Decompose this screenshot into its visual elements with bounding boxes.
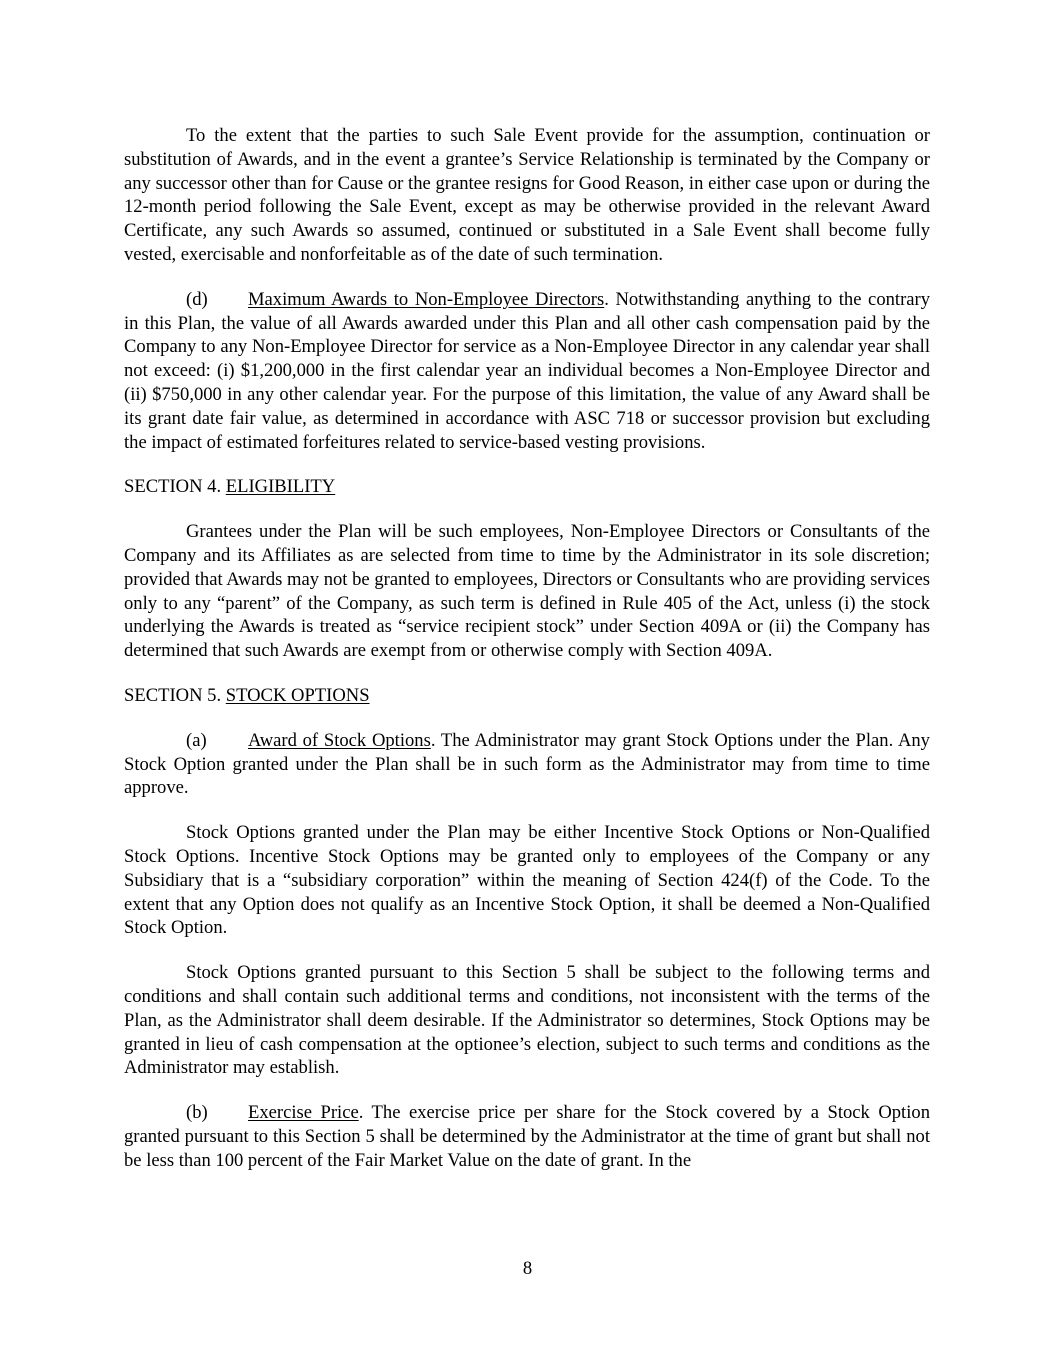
section-number: SECTION 4. (124, 476, 226, 498)
section-heading-eligibility (124, 475, 930, 499)
clause-body: . Notwithstanding anything to the contrary in this Plan, the value of all Awards awarded under this Plan and all other cash compensation paid by the Company to any Non-Employee Director for service as a Non-Employee Director in any calendar year shall not exceed: (i) $1,200,000 in the first calendar year an individual becomes a Non-Employee Director and (ii) $750,000 in any other calendar year. For the purpose of this limitation, the value of any Award shall be its grant date fair value, as determined in accordance with ASC 718 or successor provision but excluding the impact of estimated forfeitures related to service-based vesting provisions. (124, 288, 931, 453)
clause-title: Maximum Awards to Non-Employee Directors (248, 288, 605, 310)
paragraph-section-5b (124, 1101, 930, 1172)
clause-label: (d) (186, 288, 208, 310)
section-number: SECTION 5. (124, 684, 226, 706)
paragraph-sale-event-continuation: To the extent that the parties to such Sale Event provide for the assumption, continuation or substitution of Awards, and in the event a grantee’s Service Relationship is terminated by the Company or any successor other than for Cause or the grantee resigns for Good Reason, in either case upon or during the 12-month period following the Sale Event, except as may be otherwise provided in the relevant Award Certificate, any such Awards so assumed, continued or substituted in a Sale Event shall become fully vested, exercisable and nonforfeitable as of the date of such termination. (124, 125, 930, 265)
clause-title: Award of Stock Options (248, 729, 431, 751)
paragraph-option-terms: Stock Options granted pursuant to this Section 5 shall be subject to the following terms and conditions and shall contain such additional terms and conditions, not inconsistent with the terms of the Plan, as the Administrator shall deem desirable. If the Administrator so determines, Stock Options may be granted in lieu of cash compensation at the optionee’s election, subject to such terms and conditions as the Administrator may establish. (124, 962, 930, 1079)
section-title: STOCK OPTIONS (225, 684, 370, 706)
section-heading-stock-options (124, 684, 930, 708)
section-title: ELIGIBILITY (225, 476, 336, 498)
paragraph-eligibility: Grantees under the Plan will be such employees, Non-Employee Directors or Consultants of the Company and its Affiliates as are selected from time to time by the Administrator in its sole discretion; provided that Awards may not be granted to employees, Directors or Consultants who are providing services only to any “parent” of the Company, as such term is defined in Rule 405 of the Act, unless (i) the stock underlying the Awards is treated as “service recipient stock” under Section 409A or (ii) the Company has determined that such Awards are exempt from or otherwise comply with Section 409A. (124, 521, 930, 662)
document-page (124, 124, 930, 1193)
clause-title: Exercise Price (248, 1102, 359, 1124)
paragraph-section-5a (124, 729, 930, 800)
page-number: 8 (522, 1258, 533, 1279)
paragraph-option-types: Stock Options granted under the Plan may be either Incentive Stock Options or Non-Qualified Stock Options. Incentive Stock Options may be granted only to employees of the Company or any Subsidiary that is a “subsidiary corporation” within the meaning of Section 424(f) of the Code. To the extent that any Option does not qualify as an Incentive Stock Option, it shall be deemed a Non-Qualified Stock Option. (124, 822, 930, 939)
clause-label: (a) (186, 729, 207, 751)
clause-body: . The Administrator may grant Stock Options under the Plan. Any Stock Option granted under the Plan shall be in such form as the Administrator may from time to time approve. (124, 729, 930, 799)
paragraph-section-3d (124, 288, 930, 455)
clause-body: . The exercise price per share for the Stock covered by a Stock Option granted pursuant to this Section 5 shall be determined by the Administrator at the time of grant but shall not be less than 100 percent of the Fair Market Value on the date of grant. In the (124, 1102, 930, 1171)
clause-label: (b) (186, 1102, 208, 1124)
